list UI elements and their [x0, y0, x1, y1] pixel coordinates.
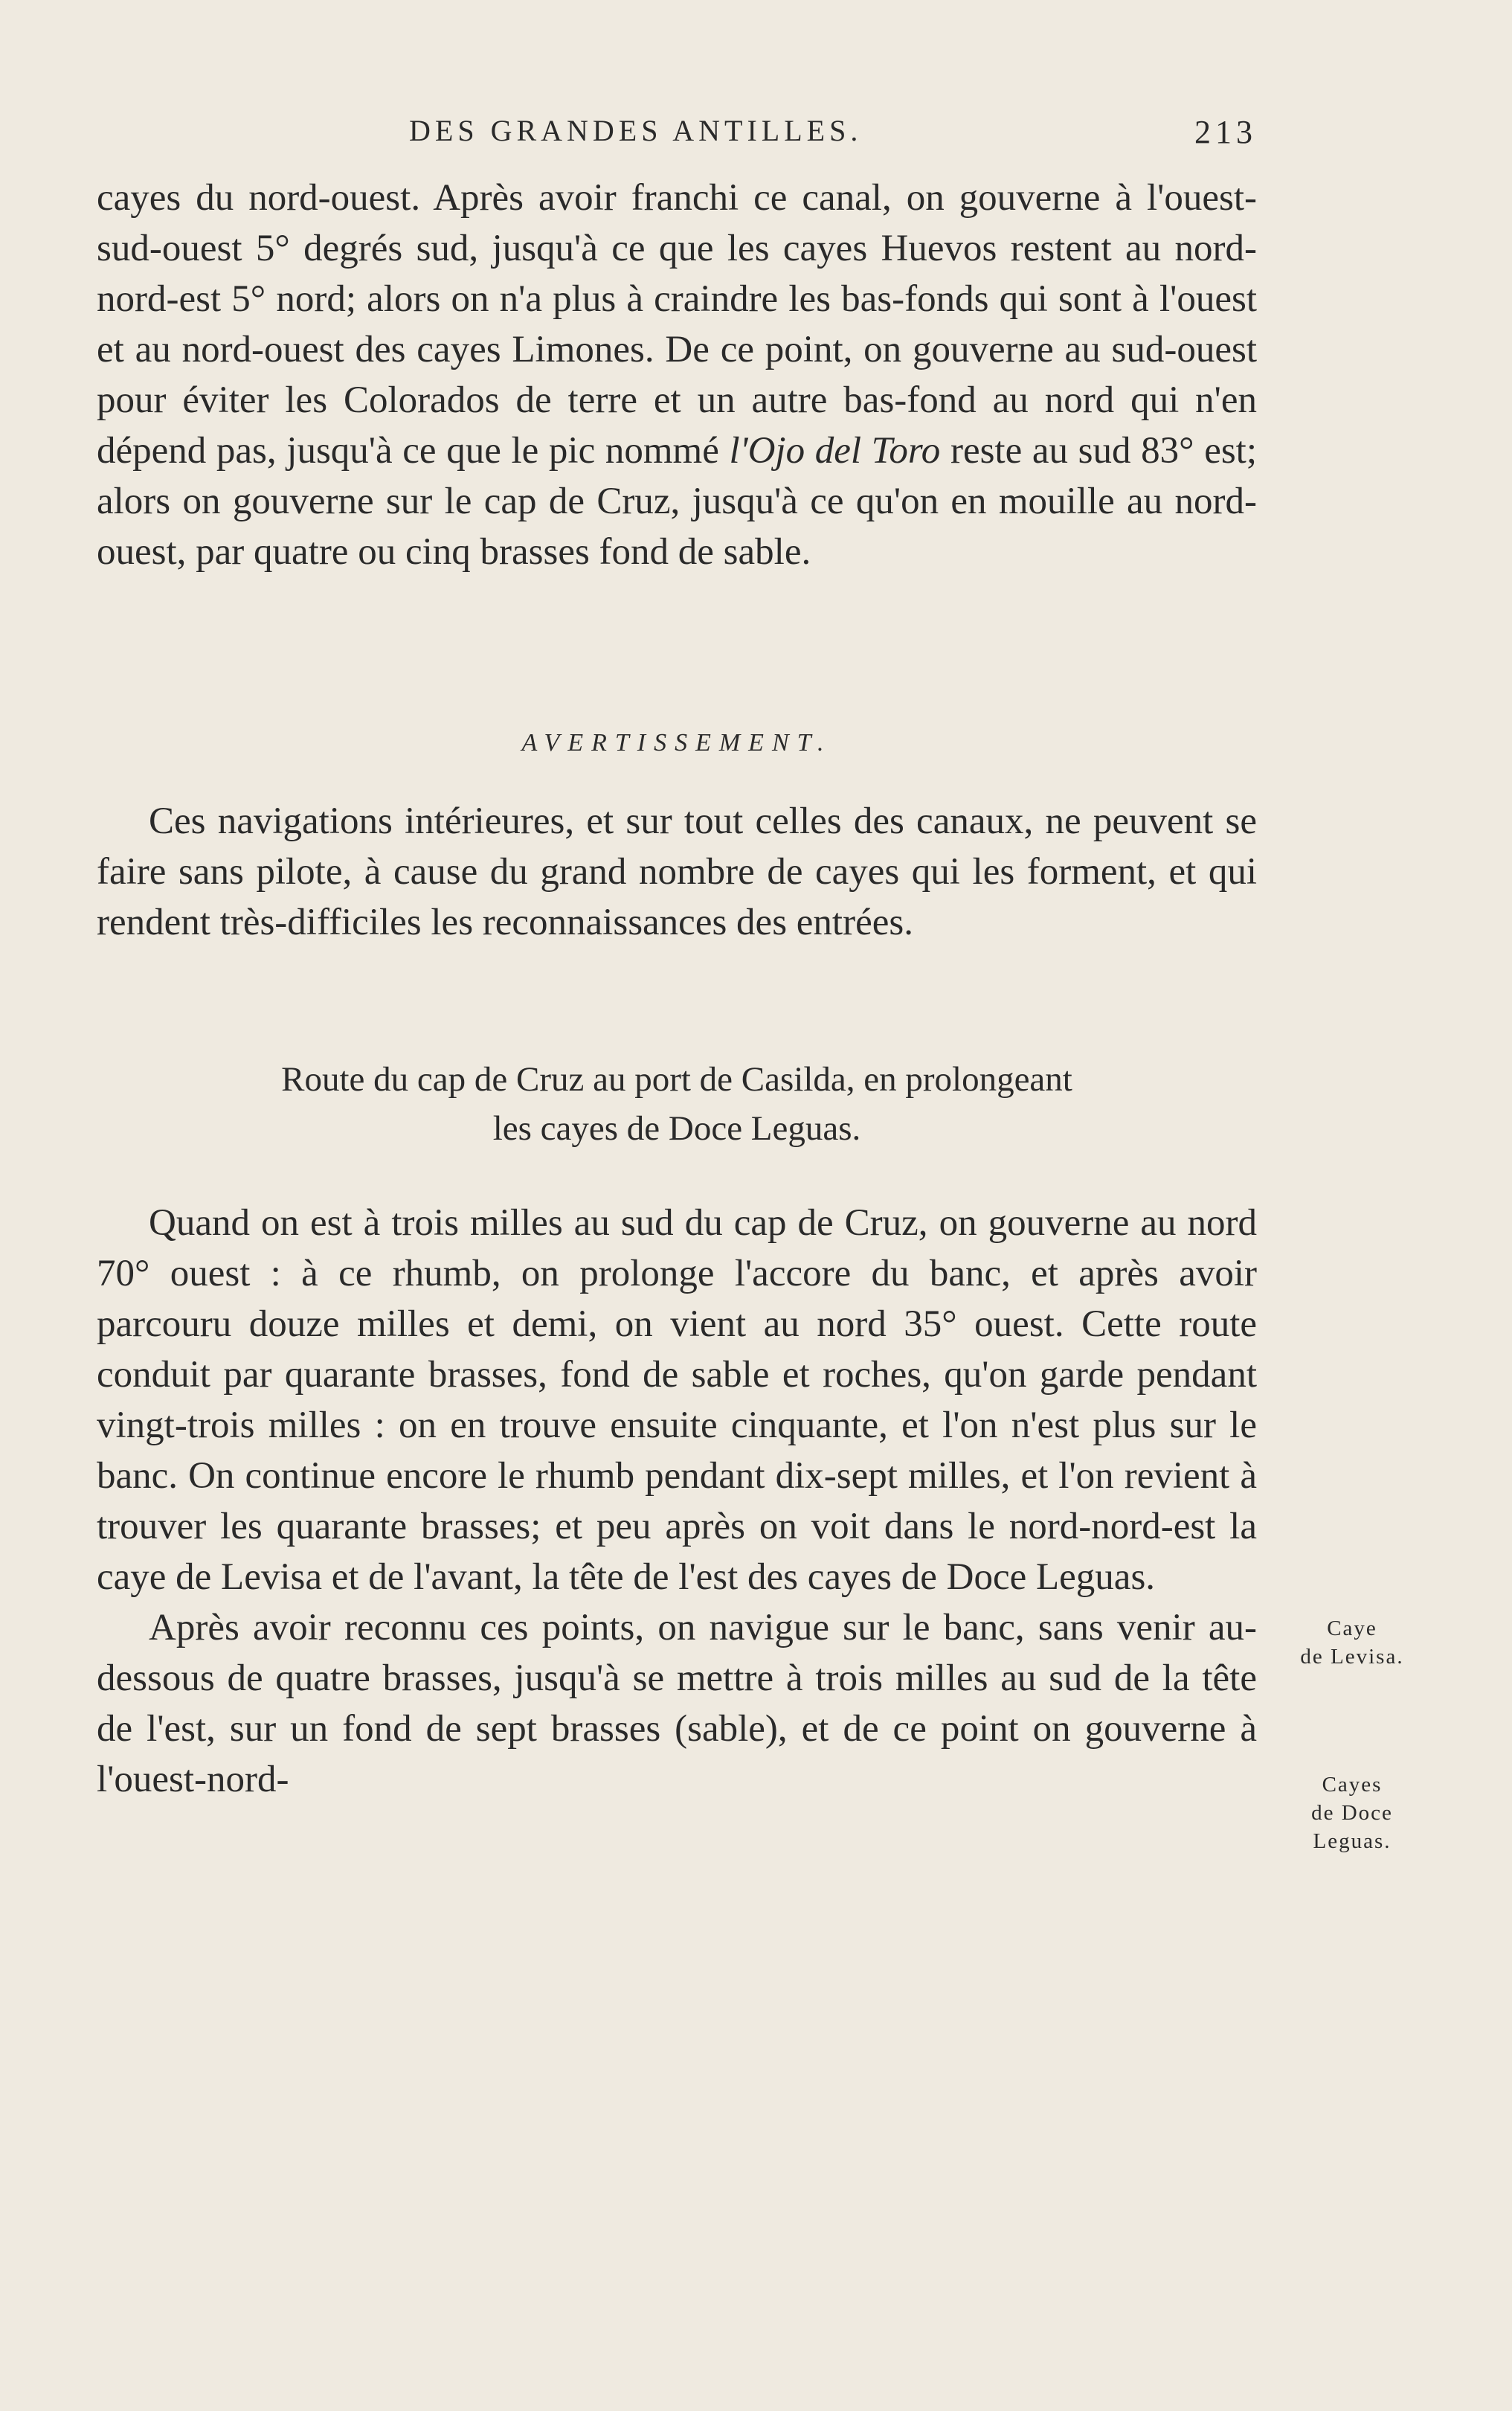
paragraph-text: cayes du nord-ouest. Après avoir franchi ce canal, on gouverne à l'ouest-sud-ouest 5° degrés sud, jusqu'à ce que les cayes Huevos restent au nord-nord-est 5° nord; alors on n'a plus à craindre les bas-fonds qui sont à l'ouest et au nord-ouest des cayes Limones. De ce point, on gouverne au sud-ouest pour éviter les Colorados de terre et un autre bas-fond au nord qui n'en dépend pas, jusqu'à ce que le pic nommé	[97, 177, 1257, 472]
running-title: DES GRANDES ANTILLES.	[409, 114, 863, 147]
page-header	[97, 113, 1257, 165]
margin-note-line: Leguas.	[1313, 1829, 1392, 1853]
margin-note-line: Cayes	[1322, 1773, 1383, 1797]
route-paragraph-1: Quand on est à trois milles au sud du cap de Cruz, on gouverne au nord 70° ouest : à ce rhumb, on prolonge l'accore du banc, et après avoir parcouru douze milles et demi, on vient au nord 35° ouest. Cette route conduit par quarante brasses, fond de sable et roches, qu'on garde pendant vingt-trois milles : on en trouve ensuite cinquante, et l'on n'est plus sur le banc. On continue encore le rhumb pendant dix-sept milles, et l'on revient à trouver les quarante brasses; et peu après on voit dans le nord-nord-est la caye de Levisa et de l'avant, la tête de l'est des cayes de Doce Leguas.	[97, 1202, 1257, 1598]
margin-note-levisa	[1278, 1614, 1426, 1671]
section-title	[97, 1055, 1257, 1153]
margin-note-line: de Levisa.	[1300, 1645, 1404, 1669]
section-title-line-1: Route du cap de Cruz au port de Casilda, en prolongeant	[281, 1060, 1072, 1099]
section-title-line-2: les cayes de Doce Leguas.	[492, 1109, 861, 1148]
margin-note-line: Caye	[1327, 1617, 1377, 1640]
warning-heading: AVERTISSEMENT.	[521, 729, 832, 757]
text-block-warning	[97, 796, 1257, 948]
paragraph-continuation	[97, 173, 1257, 577]
text-block-route	[97, 1198, 1257, 1805]
margin-note-doce-leguas	[1287, 1770, 1418, 1855]
place-name-italic: l'Ojo del Toro	[729, 430, 941, 472]
page-number: 213	[1194, 114, 1257, 150]
warning-paragraph: Ces navigations intérieures, et sur tout celles des canaux, ne peuvent se faire sans pilote, à cause du grand nombre de cayes qui les forment, et qui rendent très-difficiles les reconnaissances des entrées.	[97, 800, 1257, 943]
paragraph-text-end: reste au sud 83° est; alors on gouverne sur le cap de Cruz, jusqu'à ce qu'on en mouille au nord-ouest, par quatre ou cinq brasses fond de sable.	[97, 430, 1258, 573]
margin-note-line: de Doce	[1311, 1801, 1393, 1825]
text-block-continuation	[97, 173, 1257, 577]
route-paragraph-2: Après avoir reconnu ces points, on navigue sur le banc, sans venir au-dessous de quatre brasses, jusqu'à se mettre à trois milles au sud de la tête de l'est, sur un fond de sept brasses (sable), et de ce point on gouverne à l'ouest-nord-	[97, 1607, 1257, 1800]
